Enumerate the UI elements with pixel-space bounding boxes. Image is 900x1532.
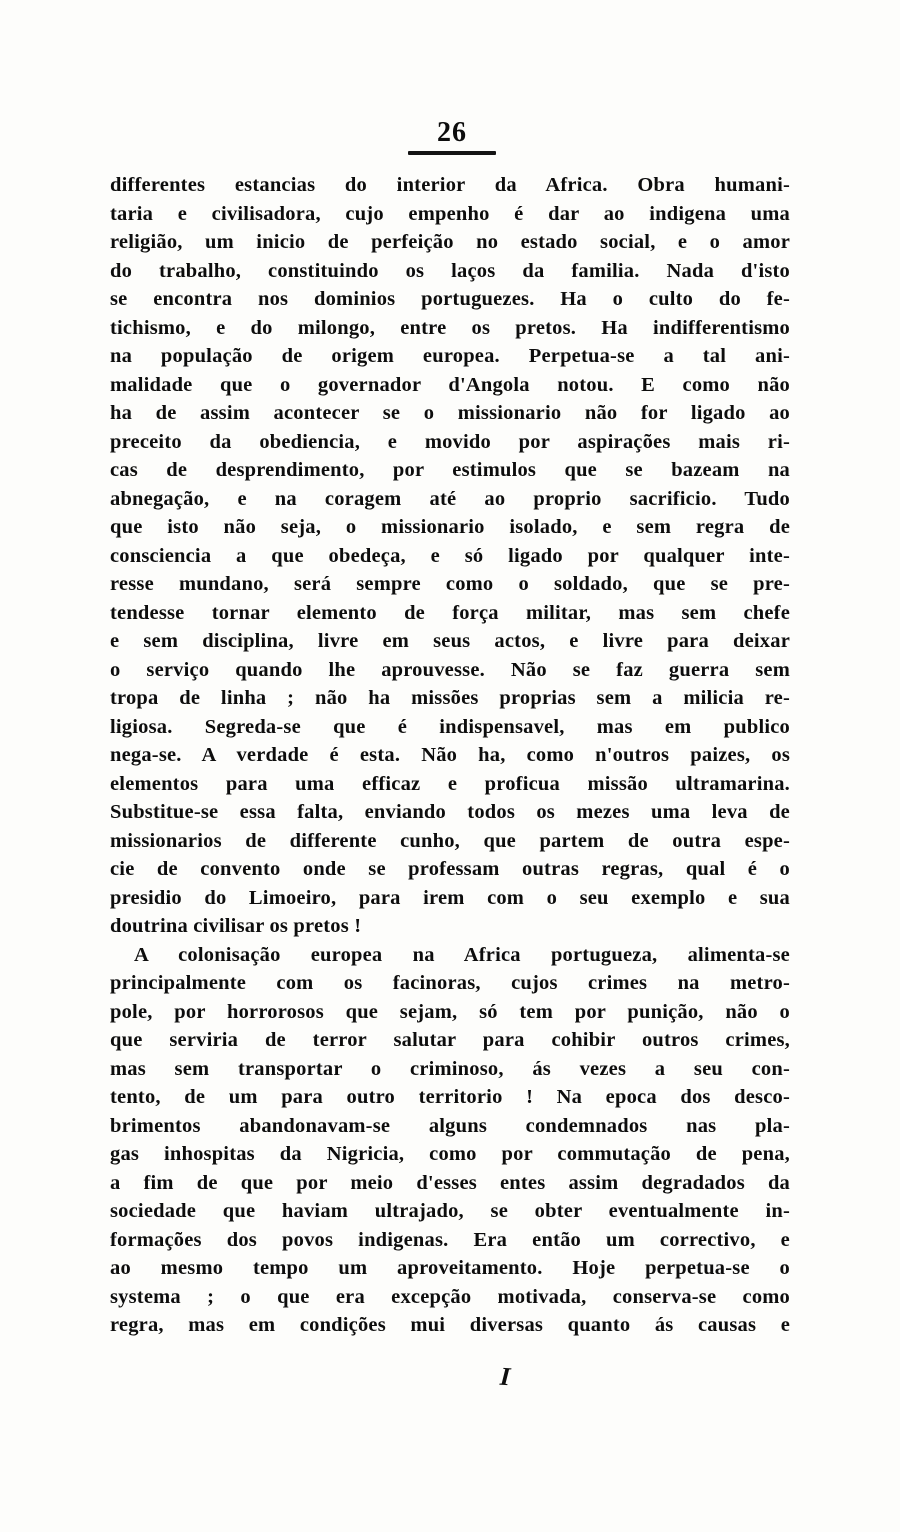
text-line: sociedade que haviam ultrajado, se obter eventualmente in- bbox=[110, 1200, 790, 1222]
text-line: tento, de um para outro territorio ! Na epoca dos desco- bbox=[110, 1086, 790, 1108]
page-number: 26 bbox=[437, 117, 467, 148]
text-line: presidio do Limoeiro, para irem com o seu exemplo e sua bbox=[110, 886, 790, 909]
text-line: principalmente com os facinoras, cujos crimes na metro- bbox=[110, 972, 790, 994]
text-block bbox=[110, 171, 790, 1340]
text-line: ligiosa. Segreda-se que é indispensavel, mas em publico bbox=[110, 715, 790, 738]
text-line: systema ; o que era excepção motivada, conserva-se como bbox=[110, 1285, 790, 1308]
text-line: differentes estancias do interior da Africa. Obra humani- bbox=[110, 174, 790, 196]
text-line: resse mundano, será sempre como o soldado, que se pre- bbox=[110, 573, 790, 595]
text-line: mas sem transportar o criminoso, ás vezes a seu con- bbox=[110, 1057, 790, 1080]
text-line: tendesse tornar elemento de força militar, mas sem chefe bbox=[110, 601, 790, 624]
text-line: A colonisação europea na Africa portugueza, alimenta-se bbox=[134, 943, 790, 966]
text-line: pole, por horrorosos que sejam, só tem por punição, não o bbox=[110, 1000, 790, 1023]
text-line: se encontra nos dominios portuguezes. Ha o culto do fe- bbox=[110, 288, 790, 310]
text-line: preceito da obediencia, e movido por aspirações mais ri- bbox=[110, 430, 790, 453]
text-line: consciencia a que obedeça, e só ligado por qualquer inte- bbox=[110, 544, 790, 567]
text-line: brimentos abandonavam-se alguns condemnados nas pla- bbox=[110, 1114, 790, 1137]
signature-mark: I bbox=[499, 1361, 512, 1392]
text-line: ha de assim acontecer se o missionario não for ligado ao bbox=[110, 402, 790, 424]
page-number-block bbox=[404, 118, 500, 155]
text-line: ao mesmo tempo um aproveitamento. Hoje perpetua-se o bbox=[110, 1257, 790, 1279]
text-line: tichismo, e do milongo, entre os pretos. Ha indifferentismo bbox=[110, 316, 790, 339]
text-line: do trabalho, constituindo os laços da familia. Nada d'isto bbox=[110, 259, 790, 282]
text-line: que serviria de terror salutar para cohibir outros crimes, bbox=[110, 1029, 790, 1051]
text-line: cas de desprendimento, por estimulos que se bazeam na bbox=[110, 459, 790, 481]
text-line: a fim de que por meio d'esses entes assim degradados da bbox=[110, 1171, 790, 1194]
text-line: e sem disciplina, livre em seus actos, e livre para deixar bbox=[110, 630, 790, 652]
text-line: malidade que o governador d'Angola notou. E como não bbox=[110, 373, 790, 396]
text-line: doutrina civilisar os pretos ! bbox=[110, 915, 362, 937]
text-line: missionarios de differente cunho, que partem de outra espe- bbox=[110, 829, 790, 852]
text-line: regra, mas em condições mui diversas quanto ás causas e bbox=[110, 1314, 790, 1336]
text-line: elementos para uma efficaz e proficua missão ultramarina. bbox=[110, 772, 790, 795]
text-line: o serviço quando lhe aprouvesse. Não se faz guerra sem bbox=[110, 658, 790, 681]
text-line: cie de convento onde se professam outras regras, qual é o bbox=[110, 858, 790, 880]
text-line: taria e civilisadora, cujo empenho é dar ao indigena uma bbox=[110, 202, 790, 225]
page-number-rule bbox=[408, 151, 496, 155]
text-line: abnegação, e na coragem até ao proprio sacrificio. Tudo bbox=[110, 487, 790, 510]
text-line: na população de origem europea. Perpetua-se a tal ani- bbox=[110, 345, 790, 367]
text-line: gas inhospitas da Nigricia, como por commutação de pena, bbox=[110, 1143, 790, 1165]
text-line: religião, um inicio de perfeição no estado social, e o amor bbox=[110, 231, 790, 253]
text-line: Substitue-se essa falta, enviando todos os mezes uma leva de bbox=[110, 801, 790, 823]
text-line: nega-se. A verdade é esta. Não ha, como n'outros paizes, os bbox=[110, 744, 790, 766]
text-line: formações dos povos indigenas. Era então um correctivo, e bbox=[110, 1228, 790, 1251]
text-line: que isto não seja, o missionario isolado, e sem regra de bbox=[110, 516, 790, 538]
text-line: tropa de linha ; não ha missões proprias sem a milicia re- bbox=[110, 687, 790, 709]
